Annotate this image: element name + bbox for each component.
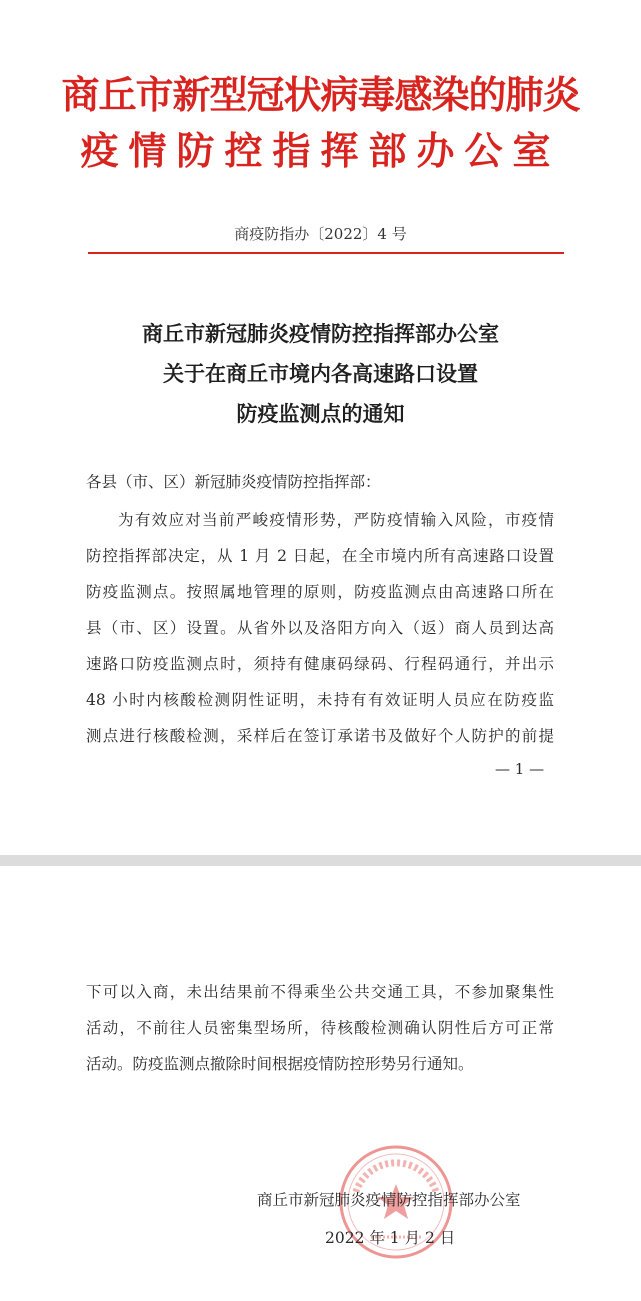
body-line: 测点进行核酸检测，采样后在签订承诺书及做好个人防护的前提	[86, 727, 554, 745]
body-line: 防控指挥部决定，从 1 月 2 日起，在全市境内所有高速路口设置	[86, 547, 554, 565]
red-divider	[88, 252, 564, 254]
body-line: 为有效应对当前严峻疫情形势，严防疫情输入风险，市疫情	[118, 511, 554, 529]
document-page-2	[0, 866, 641, 1301]
signature-organization: 商丘市新冠肺炎疫情防控指挥部办公室	[257, 1191, 521, 1209]
header-line-1: 商丘市新型冠状病毒感染的肺炎	[61, 73, 580, 117]
page-number: — 1 —	[495, 760, 545, 778]
title-line-3: 防疫监测点的通知	[236, 401, 405, 426]
body-line: 防疫监测点。按照属地管理的原则，防疫监测点由高速路口所在	[86, 583, 554, 601]
signature-date: 2022 年 1 月 2 日	[325, 1229, 456, 1247]
body-line: 速路口防疫监测点时，须持有健康码绿码、行程码通行，并出示	[86, 655, 554, 673]
document-number: 商疫防指办〔2022〕4 号	[234, 225, 407, 243]
body-line: 活动。防疫监测点撤除时间根据疫情防控形势另行通知。	[86, 1055, 474, 1073]
title-line-2: 关于在商丘市境内各高速路口设置	[163, 361, 478, 386]
salutation: 各县（市、区）新冠肺炎疫情防控指挥部：	[86, 473, 381, 491]
body-line: 48 小时内核酸检测阴性证明，未持有有效证明人员应在防疫监	[86, 691, 554, 709]
header-line-2: 疫情防控指挥部办公室	[80, 129, 561, 173]
body-line: 活动，不前往人员密集型场所，待核酸检测确认阴性后方可正常	[86, 1019, 554, 1037]
body-line: 县（市、区）设置。从省外以及洛阳方向入（返）商人员到达高	[86, 619, 554, 637]
body-line: 下可以入商，未出结果前不得乘坐公共交通工具，不参加聚集性	[86, 983, 554, 1001]
title-line-1: 商丘市新冠肺炎疫情防控指挥部办公室	[142, 321, 499, 346]
